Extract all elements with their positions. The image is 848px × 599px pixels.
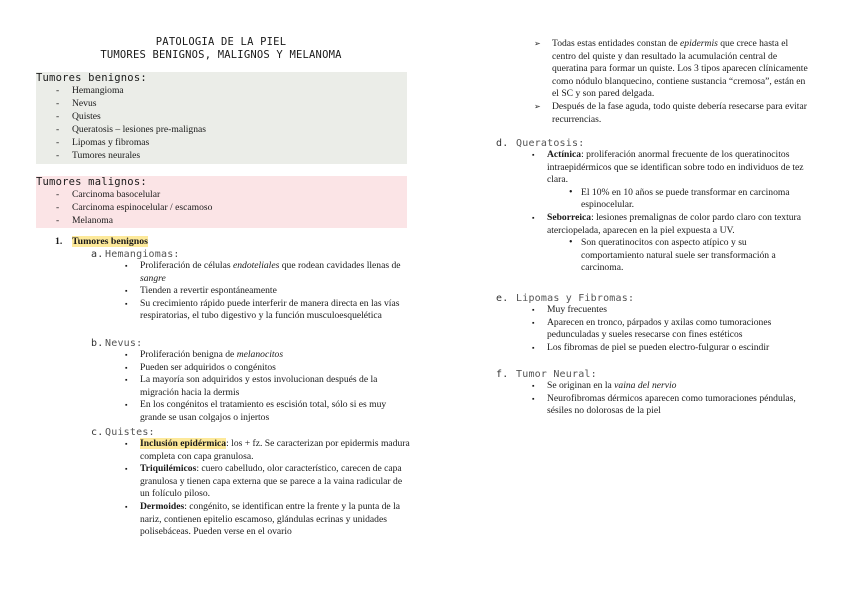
list-item: ▪ Los fibromas de piel se pueden electro-fulgurar o escindir: [530, 342, 816, 355]
sub-list: [567, 237, 807, 275]
list-item: ▪ Inclusión epidérmica: los + fz. Se caracterizan por epidermis madura completa con capa granulosa.: [123, 438, 411, 463]
list-item: ▪ En los congénitos el tratamiento es escisión total, sólo si es muy grande se usan colgajos o injertos: [123, 399, 411, 424]
subsection-letter: b.: [91, 338, 104, 349]
list-item: - Nevus: [36, 97, 407, 110]
list-item: ▪ Aparecen en tronco, párpados y axilas como tumoraciones pedunculadas y sueles resecarse con fines estéticos: [530, 317, 816, 342]
list-item: - Melanoma: [36, 214, 407, 227]
nevus-section: [91, 338, 411, 425]
list-item: ▪ Su crecimiento rápido puede interferir de manera directa en las vías respiratorias, el tubo digestivo y la función musculoesquelética: [123, 298, 411, 323]
list-item: - Queratosis – lesiones pre-malignas: [36, 123, 407, 136]
list-item: - Hemangioma: [36, 84, 407, 97]
neural-tumor-section: [496, 369, 816, 418]
list-item: - Carcinoma basocelular: [36, 188, 407, 201]
list-item: - Lipomas y fibromas: [36, 136, 407, 149]
subsection-letter: c.: [91, 427, 104, 438]
list-item: ▪ Actínica: proliferación anormal frecuente de los queratinocitos intraepidérmicos que se identifican sobre todo en individuos de tez clara. • El 10% en 10 años se puede transformar en carcinoma espinocelular.: [530, 149, 816, 212]
section-title: Tumores benignos: [72, 236, 148, 247]
list-item: • El 10% en 10 años se puede transformar en carcinoma espinocelular.: [567, 187, 797, 212]
list-item: ➢ Todas estas entidades constan de epidermis que crece hasta el centro del quiste y dan resultado la acumulación central de queratina para formar un quiste. Los 3 tipos aparecen clínicamente como nódulo blanquecino, contiene sustancia “cremosa”, están en el SC y son pared delgada.: [532, 38, 814, 101]
list-item: - Quistes: [36, 110, 407, 123]
list-item: ▪ Dermoides: congénito, se identifican entre la frente y la punta de la nariz, contienen epitelio escamoso, glándulas ecrinas y unidades polisebáceas. Pueden verse en el ovario: [123, 501, 411, 539]
subsection-label: Nevus:: [105, 338, 143, 349]
subsection-label: Quistes:: [105, 427, 155, 438]
list-item: ▪ Neurofibromas dérmicos aparecen como tumoraciones péndulas, sésiles no dolorosas de la piel: [530, 393, 800, 418]
list-item: ▪ Tienden a revertir espontáneamente: [123, 285, 411, 298]
malignant-heading: Tumores malignos:: [36, 176, 147, 188]
list-item: ▪ Seborreica: lesiones premalignas de color pardo claro con textura aterciopelada, aparecen en la piel expuesta a UV. • Son queratinocitos con aspecto atípico y su comportamiento natural suele ser transformación a carcinoma.: [530, 212, 816, 275]
list-item: - Carcinoma espinocelular / escamoso: [36, 201, 407, 214]
lipomas-list: [530, 304, 816, 354]
subsection-heading: [91, 338, 411, 349]
quistes-list: [123, 438, 411, 539]
subsection-label: Lipomas y Fibromas:: [516, 293, 635, 304]
subsection-heading: [496, 138, 816, 149]
hemangiomas-section: [91, 249, 411, 323]
benign-tumors-box: [36, 72, 407, 164]
subsection-letter: d.: [496, 138, 509, 149]
subsection-letter: a.: [91, 249, 104, 260]
subsection-letter: e.: [496, 293, 509, 304]
subsection-letter: f.: [496, 369, 509, 380]
benign-heading: Tumores benignos:: [36, 72, 147, 84]
malignant-list: [36, 188, 407, 227]
title-line-1: PATOLOGIA DE LA PIEL: [155, 36, 287, 48]
benign-list: [36, 84, 407, 162]
list-item: ➢ Después de la fase aguda, todo quiste debería resecarse para evitar recurrencias.: [532, 101, 814, 126]
list-item: ▪ La mayoría son adquiridos y estos involucionan después de la migración hacia la dermis: [123, 374, 411, 399]
neural-list: [530, 380, 800, 418]
subsection-heading: [496, 293, 816, 304]
list-item: ▪ Proliferación benigna de melanocitos: [123, 349, 411, 362]
list-item: - Tumores neurales: [36, 149, 407, 162]
document-title: [36, 36, 406, 61]
list-item: ▪ Proliferación de células endoteliales que rodean cavidades llenas de sangre: [123, 260, 411, 285]
subsection-heading: [496, 369, 816, 380]
cyst-notes: [532, 38, 814, 126]
list-item: ▪ Se originan en la vaina del nervio: [530, 380, 800, 393]
queratosis-list: [530, 149, 816, 275]
nevus-list: [123, 349, 411, 425]
sub-list: [567, 187, 797, 212]
subsection-label: Hemangiomas:: [105, 249, 180, 260]
malignant-tumors-box: [36, 176, 407, 228]
subsection-heading: [91, 249, 411, 260]
hemangiomas-list: [123, 260, 411, 323]
subsection-heading: [91, 427, 411, 438]
queratosis-section: [496, 138, 816, 275]
section-1-heading: [55, 236, 148, 247]
quistes-section: [91, 427, 411, 539]
title-line-2: TUMORES BENIGNOS, MALIGNOS Y MELANOMA: [100, 48, 342, 61]
list-item: • Son queratinocitos con aspecto atípico y su comportamiento natural suele ser transformación a carcinoma.: [567, 237, 807, 275]
list-item: ▪ Muy frecuentes: [530, 304, 816, 317]
list-item: ▪ Pueden ser adquiridos o congénitos: [123, 362, 411, 375]
arrow-list: [532, 38, 814, 126]
lipomas-section: [496, 293, 816, 354]
subsection-label: Queratosis:: [516, 138, 585, 149]
list-item: ▪ Triquilémicos: cuero cabelludo, olor característico, carecen de capa granulosa y tienen capa externa que se parece a la vaina radicular de un folículo piloso.: [123, 463, 411, 501]
subsection-label: Tumor Neural:: [516, 369, 597, 380]
section-number: 1.: [55, 236, 63, 247]
